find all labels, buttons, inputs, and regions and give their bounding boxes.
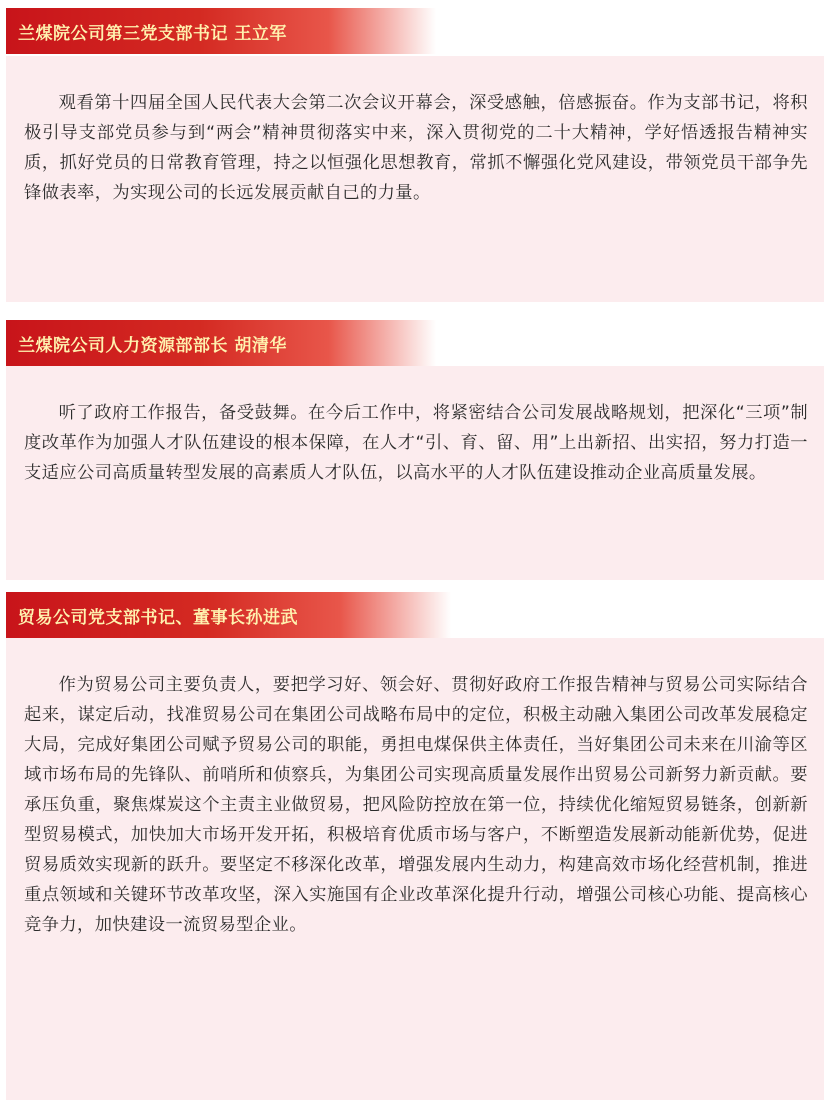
section-sun-jinwu — [6, 592, 824, 1100]
section-hu-qinghua — [6, 320, 824, 580]
section-title: 贸易公司党支部书记、董事长孙进武 — [18, 607, 298, 628]
section-title: 兰煤院公司第三党支部书记 王立军 — [18, 23, 287, 44]
section-title-banner — [6, 8, 436, 54]
content-card — [6, 638, 824, 1100]
content-card — [6, 366, 824, 580]
section-title-banner — [6, 592, 451, 638]
section-body: 作为贸易公司主要负责人，要把学习好、领会好、贯彻好政府工作报告精神与贸易公司实际结合起来，谋定后动，找准贸易公司在集团公司战略布局中的定位，积极主动融入集团公司改革发展稳定大局，完成好集团公司赋予贸易公司的职能，勇担电煤保供主体责任，当好集团公司未来在川渝等区域市场布局的先锋队、前哨所和侦察兵，为集团公司实现高质量发展作出贸易公司新努力新贡献。要承压负重，聚焦煤炭这个主责主业做贸易，把风险防控放在第一位，持续优化缩短贸易链条，创新新型贸易模式，加快加大市场开发开拓，积极培育优质市场与客户，不断塑造发展新动能新优势，促进贸易质效实现新的跃升。要坚定不移深化改革，增强发展内生动力，构建高效市场化经营机制，推进重点领域和关键环节改革攻坚，深入实施国有企业改革深化提升行动，增强公司核心功能、提高核心竞争力，加快建设一流贸易型企业。 — [24, 675, 808, 935]
section-title-banner — [6, 320, 436, 366]
section-title: 兰煤院公司人力资源部部长 胡清华 — [18, 335, 287, 356]
content-card — [6, 56, 824, 302]
section-body: 听了政府工作报告，备受鼓舞。在今后工作中，将紧密结合公司发展战略规划，把深化“三项”制度改革作为加强人才队伍建设的根本保障，在人才“引、育、留、用”上出新招、出实招，努力打造一支适应公司高质量转型发展的高素质人才队伍，以高水平的人才队伍建设推动企业高质量发展。 — [24, 403, 808, 483]
section-wang-lijun — [6, 0, 824, 302]
section-body: 观看第十四届全国人民代表大会第二次会议开幕会，深受感触，倍感振奋。作为支部书记，将积极引导支部党员参与到“两会”精神贯彻落实中来，深入贯彻党的二十大精神，学好悟透报告精神实质，抓好党员的日常教育管理，持之以恒强化思想教育，常抓不懈强化党风建设，带领党员干部争先锋做表率，为实现公司的长远发展贡献自己的力量。 — [24, 93, 808, 203]
